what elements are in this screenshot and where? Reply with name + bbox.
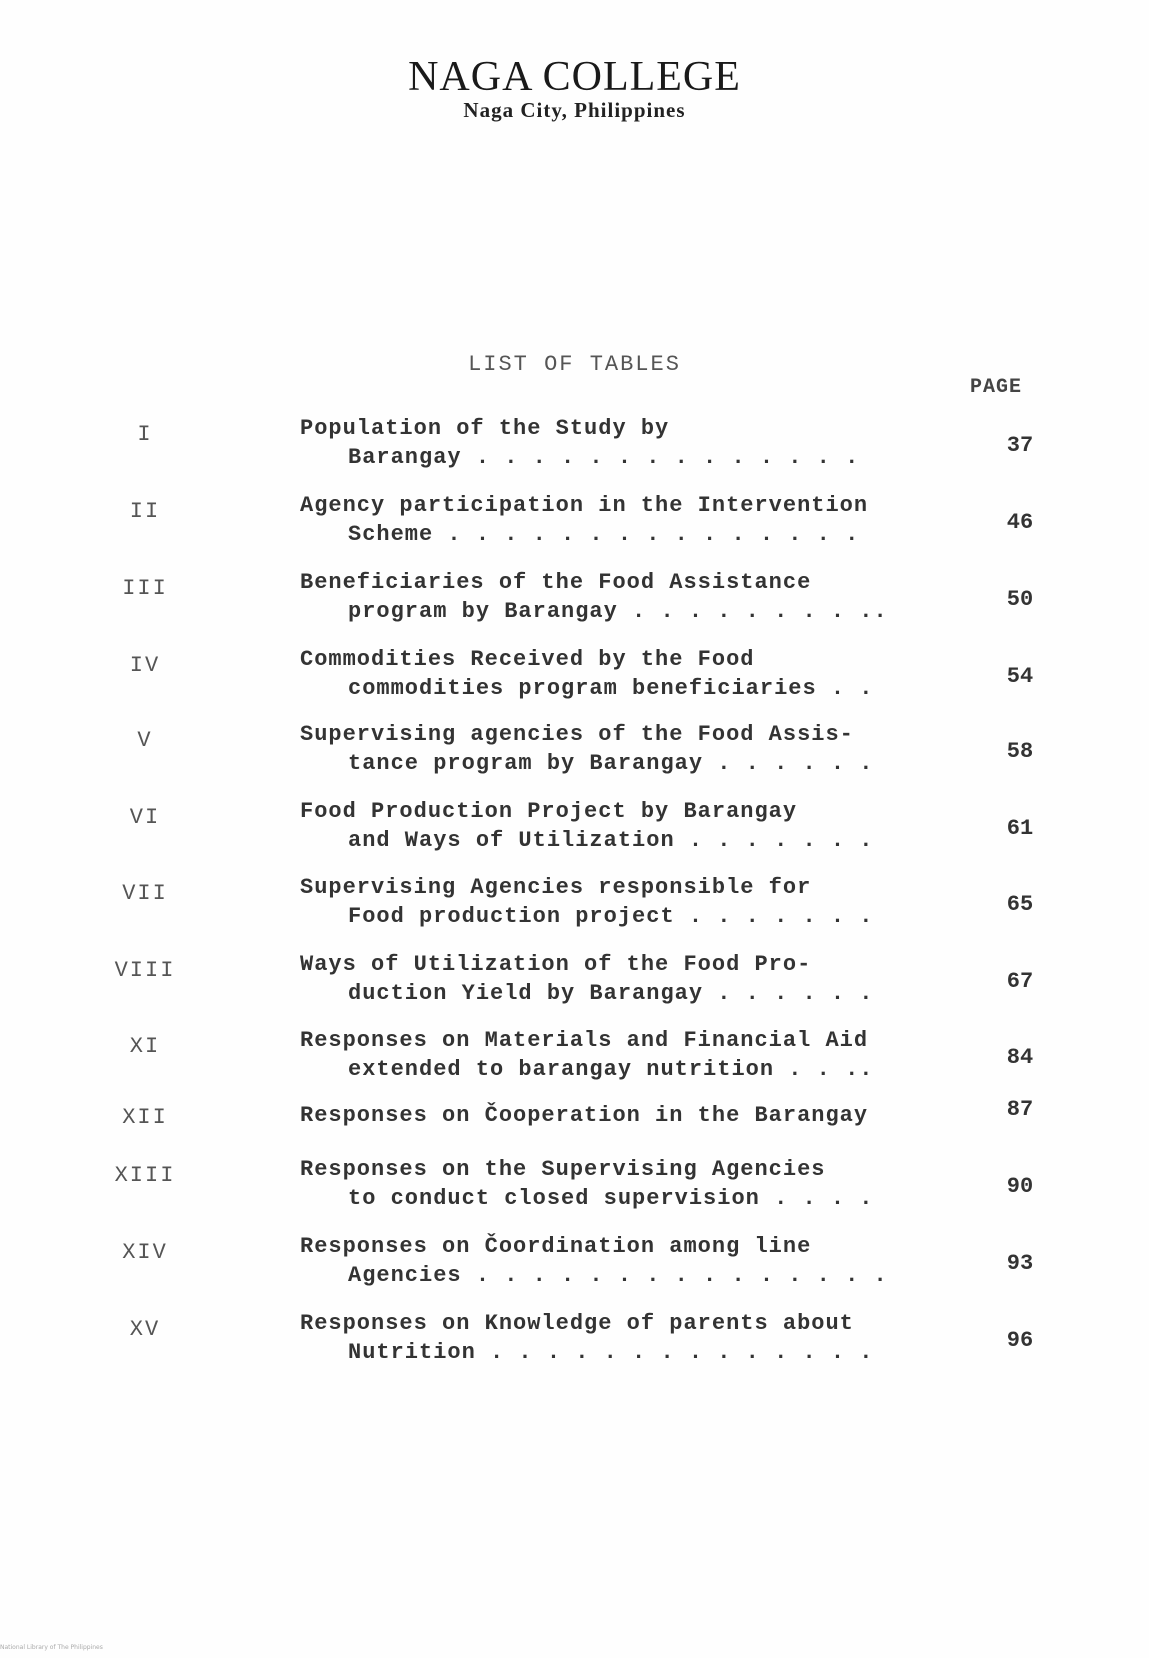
table-caption-line1: Ways of Utilization of the Food Pro-	[300, 952, 812, 977]
table-number: XII	[122, 1105, 168, 1130]
table-entry	[0, 416, 1149, 480]
table-entry	[0, 1311, 1149, 1375]
table-caption-line2: tance program by Barangay . . . . . .	[348, 751, 874, 776]
table-entry	[0, 1234, 1149, 1298]
table-page: 67	[1006, 969, 1034, 994]
table-page: 61	[1006, 816, 1034, 841]
table-caption-line1: Responses on Knowledge of parents about	[300, 1311, 854, 1336]
table-number: VII	[122, 881, 168, 906]
table-caption-line2: Agencies . . . . . . . . . . . . . . .	[348, 1263, 888, 1288]
table-caption-line1: Supervising Agencies responsible for	[300, 875, 812, 900]
table-entry	[0, 647, 1149, 711]
table-caption-line1: Responses on Čoordination among line	[300, 1234, 812, 1259]
institution-name: NAGA COLLEGE	[408, 54, 741, 100]
table-entry	[0, 570, 1149, 634]
table-caption-line2: and Ways of Utilization . . . . . . .	[348, 828, 874, 853]
table-page: 54	[1006, 664, 1034, 689]
table-page: 65	[1006, 892, 1034, 917]
table-caption-line2: Food production project . . . . . . .	[348, 904, 874, 929]
table-number: XV	[129, 1317, 161, 1342]
table-caption-line1: Population of the Study by	[300, 416, 670, 441]
table-number: III	[122, 576, 168, 601]
table-caption-line2: commodities program beneficiaries . .	[348, 676, 874, 701]
table-caption-line1: Beneficiaries of the Food Assistance	[300, 570, 812, 595]
list-title: LIST OF TABLES	[468, 352, 681, 377]
table-number: V	[137, 728, 153, 753]
table-page: 87	[1006, 1097, 1034, 1122]
table-number: II	[129, 499, 161, 524]
table-entry	[0, 799, 1149, 863]
footer-credit: National Library of The Philippines	[0, 1644, 103, 1651]
table-number: XIII	[114, 1163, 176, 1188]
table-caption-line1: Supervising agencies of the Food Assis-	[300, 722, 854, 747]
table-caption-line2: duction Yield by Barangay . . . . . .	[348, 981, 874, 1006]
table-page: 84	[1006, 1045, 1034, 1070]
table-entry	[0, 722, 1149, 786]
table-number: VIII	[114, 958, 176, 983]
table-number: XI	[129, 1034, 161, 1059]
table-number: IV	[129, 653, 161, 678]
table-page: 37	[1006, 433, 1034, 458]
table-caption-line2: to conduct closed supervision . . . .	[348, 1186, 874, 1211]
page-header	[0, 54, 1149, 122]
page-column-label: PAGE	[970, 376, 1023, 399]
table-page: 58	[1006, 739, 1034, 764]
table-caption-line1: Agency participation in the Intervention	[300, 493, 869, 518]
table-page: 96	[1006, 1328, 1034, 1353]
institution-location: Naga City, Philippines	[463, 98, 686, 122]
table-caption-line2: Nutrition . . . . . . . . . . . . . .	[348, 1340, 874, 1365]
table-caption-line2: Scheme . . . . . . . . . . . . . . .	[348, 522, 860, 547]
table-caption-line2: program by Barangay . . . . . . . . ..	[348, 599, 888, 624]
table-caption-line1: Responses on Čooperation in the Barangay	[300, 1103, 869, 1128]
table-caption-line1: Responses on the Supervising Agencies	[300, 1157, 826, 1182]
table-entry	[0, 875, 1149, 939]
table-caption-line1: Food Production Project by Barangay	[300, 799, 798, 824]
table-caption-line1: Responses on Materials and Financial Aid	[300, 1028, 869, 1053]
table-caption-line2: Barangay . . . . . . . . . . . . . .	[348, 445, 860, 470]
table-page: 46	[1006, 510, 1034, 535]
table-caption-line1: Commodities Received by the Food	[300, 647, 755, 672]
table-entry	[0, 1157, 1149, 1221]
table-page: 93	[1006, 1251, 1034, 1276]
table-number: XIV	[122, 1240, 168, 1265]
table-entry	[0, 952, 1149, 1016]
table-entry	[0, 493, 1149, 557]
table-caption-line2: extended to barangay nutrition . . ..	[348, 1057, 874, 1082]
table-entry	[0, 1028, 1149, 1092]
table-number: VI	[129, 805, 161, 830]
table-page: 90	[1006, 1174, 1034, 1199]
table-number: I	[137, 422, 153, 447]
table-page: 50	[1006, 587, 1034, 612]
